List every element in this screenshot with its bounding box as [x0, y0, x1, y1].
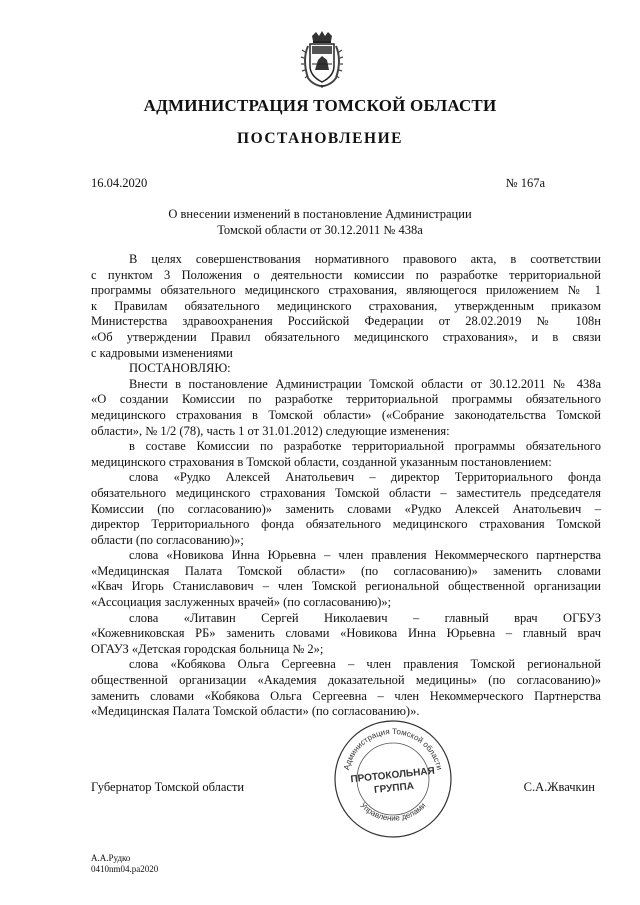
body-line: в составе Комиссии по разработке территориальной программы обязательного	[129, 439, 601, 454]
document-date: 16.04.2020	[91, 176, 148, 190]
svg-text:Управление делами: Управление делами	[358, 800, 428, 823]
body-line: ОГАУЗ «Детская городская больница № 2»;	[91, 641, 324, 656]
body-line: с пунктом 3 Положения о деятельности комиссии по разработке территориальной	[91, 267, 601, 282]
signatory-position: Губернатор Томской области	[91, 780, 245, 794]
document-type: ПОСТАНОВЛЕНИЕ	[237, 130, 403, 147]
body-line: с кадровыми изменениями	[91, 345, 233, 360]
body-line: «О создании Комиссии по разработке территориальной программы обязательного	[91, 392, 601, 407]
body-line: обязательного медицинского страхования Томской области – заместитель председателя	[91, 485, 601, 500]
svg-text:Администрация Томской области: Администрация Томской области	[341, 726, 445, 771]
body-line: Министерства здравоохранения Российской Федерации от 28.02.2019 № 108н	[91, 314, 601, 329]
body-line: заменить словами «Кобякова Ольга Сергеевна – член Некоммерческого Партнерства	[91, 688, 601, 703]
body-line: области», № 1/2 (78), часть 1 от 31.01.2012) следующие изменения:	[91, 423, 450, 438]
body-line: слова «Кобякова Ольга Сергеевна – член правления Томской региональной	[129, 657, 601, 672]
coat-of-arms-icon	[300, 30, 344, 90]
organization-title: АДМИНИСТРАЦИЯ ТОМСКОЙ ОБЛАСТИ	[143, 96, 497, 115]
subject-line: Томской области от 30.12.2011 № 438а	[217, 223, 423, 237]
body-line: медицинского страхования в Томской области» («Собрание законодательства Томской	[91, 407, 601, 422]
svg-text:ГРУППА: ГРУППА	[373, 780, 415, 797]
body-line: к Правилам обязательного медицинского страхования, утвержденным приказом	[91, 298, 601, 313]
author-initials: А.А.Рудко	[91, 853, 131, 863]
body-line: слова «Новикова Инна Юрьевна – член правления Некоммерческого партнерства	[129, 548, 601, 563]
body-line: общественной организации «Академия доказательной медицины» (по согласованию)»	[91, 673, 601, 688]
body-line: слова «Рудко Алексей Анатольевич – директор Территориального фонда	[129, 470, 601, 485]
body-line: «Медицинская Палата Томской области» (по согласованию)» заменить словами	[91, 563, 601, 578]
body-line: Внести в постановление Администрации Томской области от 30.12.2011 № 438а	[129, 376, 601, 391]
body-line: «Кожевниковская РБ» заменить словами «Новикова Инна Юрьевна – главный врач	[91, 626, 601, 641]
body-line: области (по согласованию)»;	[91, 532, 244, 547]
document-number: № 167а	[505, 176, 545, 190]
svg-text:ПРОТОКОЛЬНАЯ: ПРОТОКОЛЬНАЯ	[349, 765, 436, 786]
body-line: «Ассоциация заслуженных врачей» (по согласованию)»;	[91, 595, 392, 610]
signatory-name: С.А.Жвачкин	[523, 780, 595, 794]
document-body	[91, 252, 601, 720]
body-line: директор Территориального фонда обязательного медицинского страхования Томской	[91, 517, 601, 532]
subject-line: О внесении изменений в постановление Администрации	[168, 207, 472, 221]
body-line: медицинского страхования в Томской области, созданной указанным постановлением:	[91, 454, 552, 469]
body-line: программы обязательного медицинского страхования, являющегося приложением № 1	[91, 283, 601, 298]
body-line: «Медицинская Палата Томской области» (по согласованию)».	[91, 704, 420, 719]
document-code: 0410nm04.pa2020	[91, 864, 159, 874]
body-line: В целях совершенствования нормативного правового акта, в соответствии	[129, 252, 601, 266]
document-footer	[91, 853, 158, 875]
document-subject	[0, 206, 640, 238]
body-line: «Квач Игорь Станиславович – член Томской региональной общественной организации	[91, 579, 601, 594]
resolution-heading: ПОСТАНОВЛЯЮ:	[129, 361, 231, 376]
body-line: слова «Литавин Сергей Николаевич – главный врач ОГБУЗ	[129, 610, 601, 625]
official-stamp	[330, 716, 456, 842]
body-line: Комиссии (по согласованию)» заменить словами «Рудко Алексей Анатольевич –	[91, 501, 601, 516]
body-line: «Об утверждении Правил обязательного медицинского страхования», и в связи	[91, 329, 601, 344]
